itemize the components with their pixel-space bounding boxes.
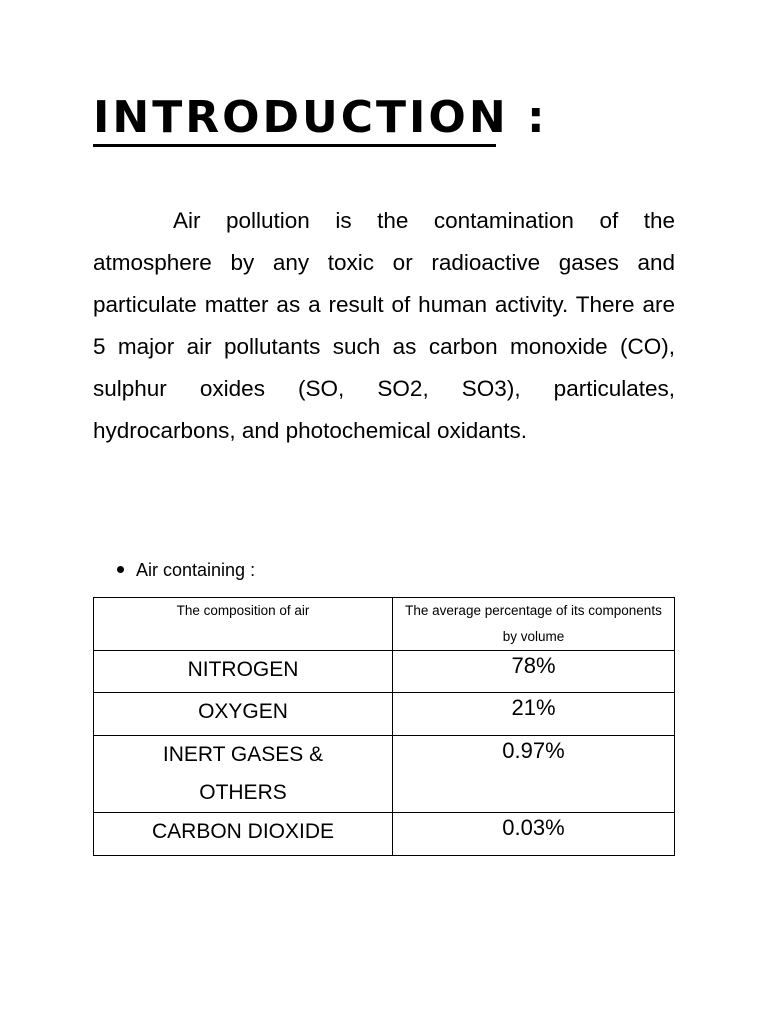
table-row — [94, 693, 675, 736]
component-percent-cell: 0.97% — [393, 736, 675, 813]
table-header-row — [94, 598, 675, 651]
table-header-cell: The average percentage of its components by volume — [393, 598, 675, 651]
component-percent-cell: 21% — [393, 693, 675, 736]
bullet-item — [117, 558, 255, 582]
air-composition-table — [93, 597, 675, 856]
component-percent-cell: 78% — [393, 651, 675, 693]
heading-underline — [93, 144, 496, 147]
bullet-icon — [117, 566, 124, 573]
table-header-cell: The composition of air — [94, 598, 393, 651]
component-name-cell: OXYGEN — [94, 693, 393, 736]
intro-paragraph: Air pollution is the contamination of the atmosphere by any toxic or radioactive gases and particulate matter as a result of human activity. There are 5 major air pollutants such as carbon monoxide (CO), sulphur oxides (SO, SO2, SO3), particulates, hydrocarbons, and photochemical oxidants. — [93, 208, 675, 443]
table-row — [94, 736, 675, 813]
bullet-text: Air containing : — [136, 560, 256, 580]
component-name-cell: CARBON DIOXIDE — [94, 813, 393, 856]
page-heading: INTRODUCTION : — [93, 92, 548, 143]
table-row — [94, 813, 675, 856]
component-name-cell: INERT GASES & OTHERS — [94, 736, 393, 813]
table-row — [94, 651, 675, 693]
component-percent-cell: 0.03% — [393, 813, 675, 856]
component-name-cell: NITROGEN — [94, 651, 393, 693]
